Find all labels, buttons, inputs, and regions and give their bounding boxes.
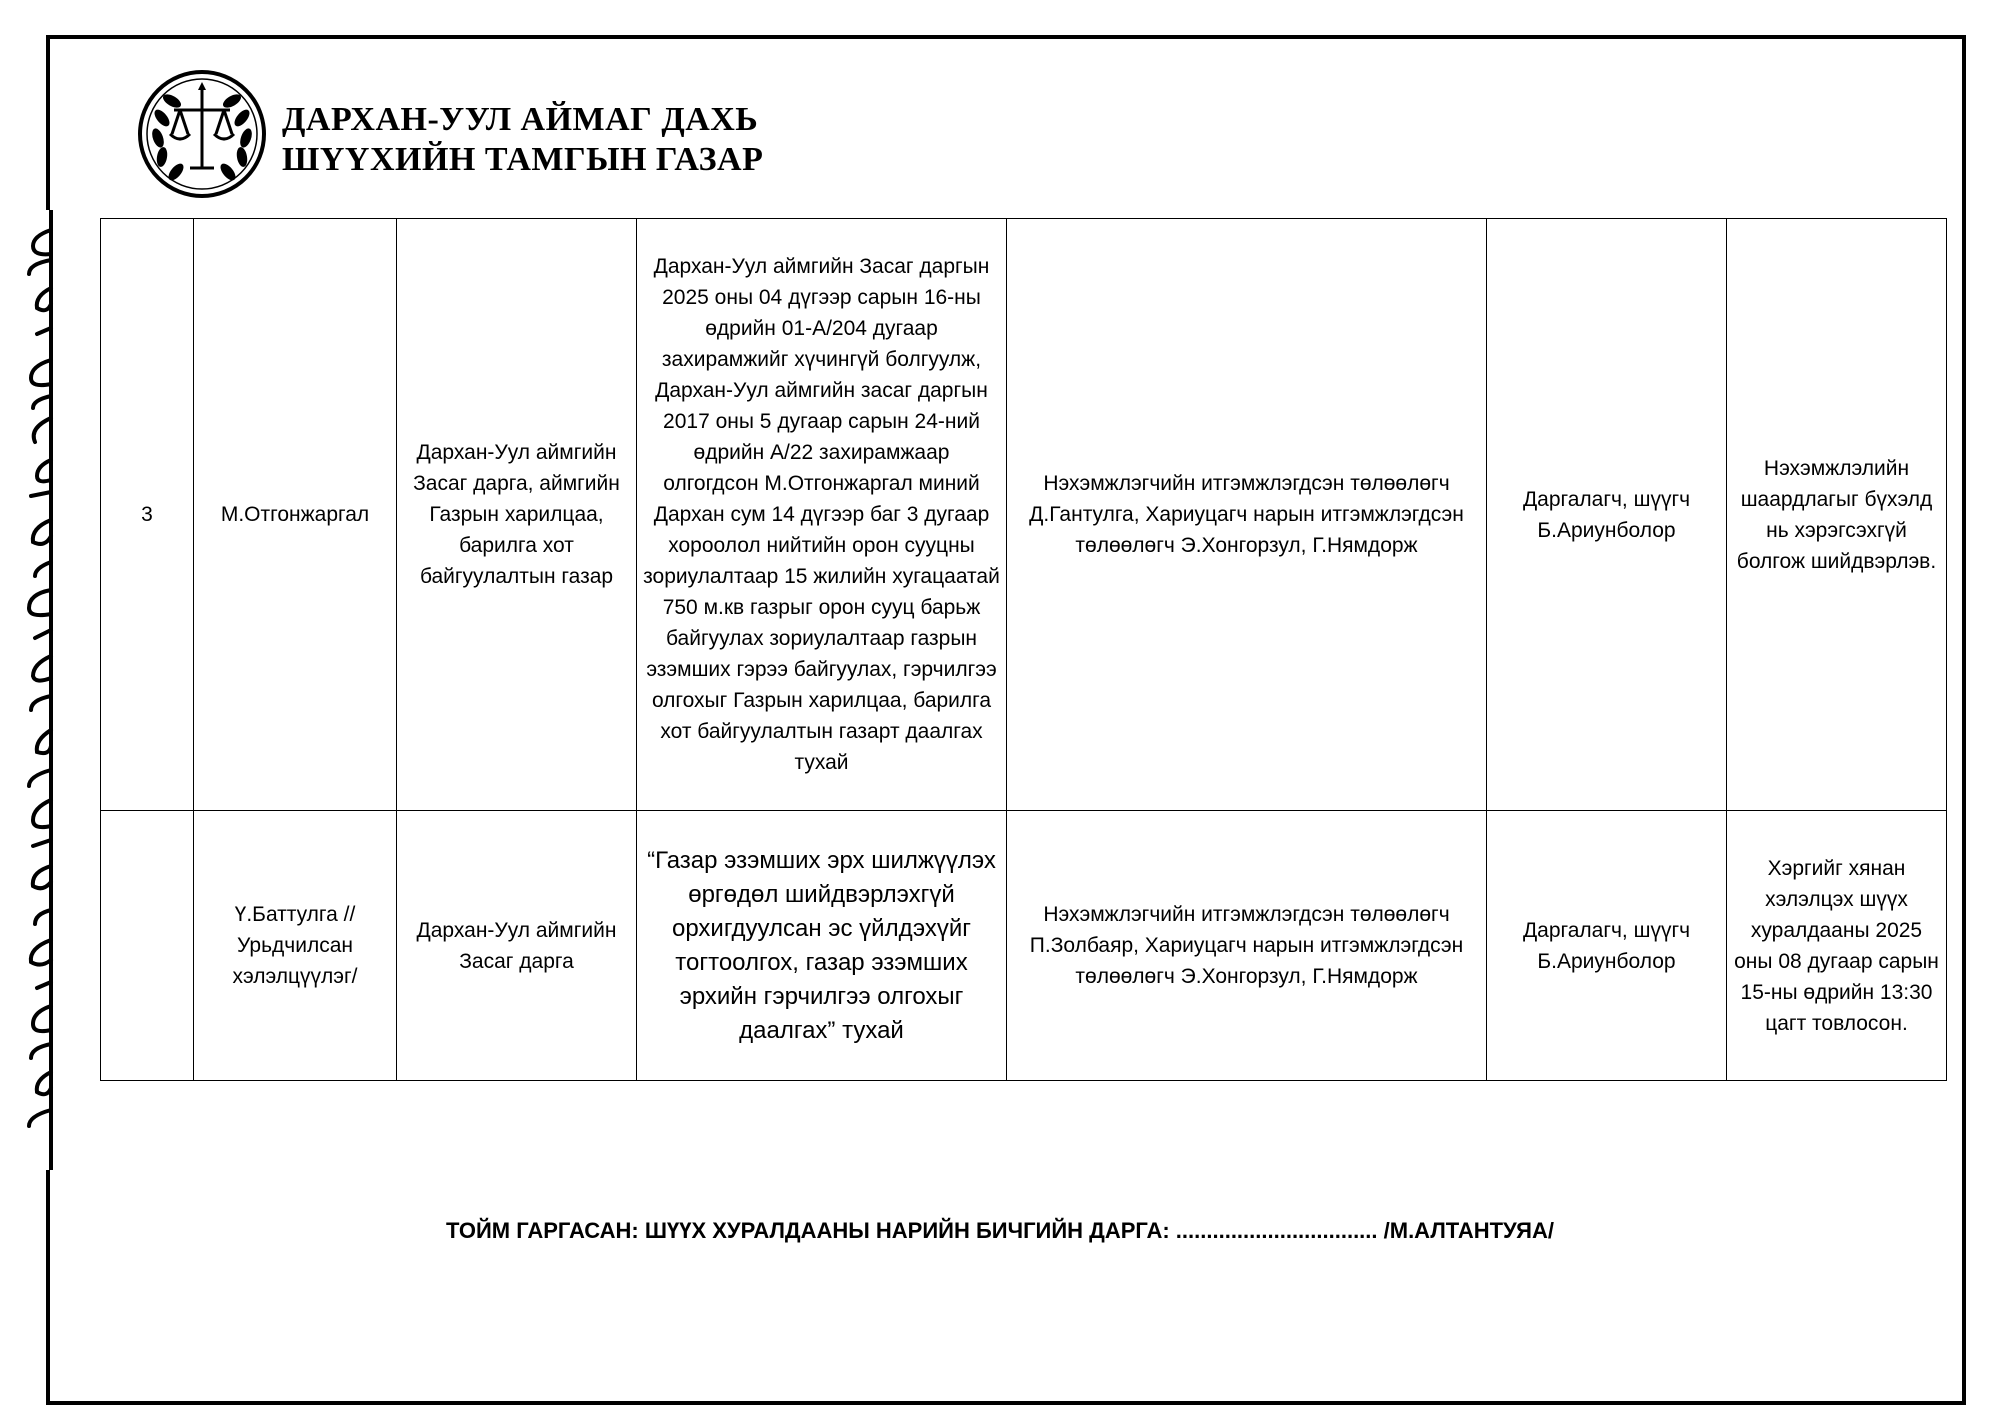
- defendant-cell: Дархан-Уул аймгийн Засаг дарга: [397, 811, 637, 1081]
- result-cell: Хэргийг хянан хэлэлцэх шүүх хуралдааны 2025 оны 08 дугаар сарын 15-ны өдрийн 13:30 цагт товлосон.: [1727, 811, 1947, 1081]
- defendant-cell: Дархан-Уул аймгийн Засаг дарга, аймгийн Газрын харилцаа, барилга хот байгуулалтын газар: [397, 219, 637, 811]
- heading-line-2: ШҮҮХИЙН ТАМГЫН ГАЗАР: [282, 141, 764, 178]
- result-cell: Нэхэмжлэлийн шаардлагыг бүхэлд нь хэрэгсэхгүй болгож шийдвэрлэв.: [1727, 219, 1947, 811]
- judge-cell: Даргалагч, шүүгч Б.Ариунболор: [1487, 811, 1727, 1081]
- claim-cell: Дархан-Уул аймгийн Засаг даргын 2025 оны 04 дүгээр сарын 16-ны өдрийн 01-А/204 дугаар захирамжийг хүчингүй болгуулж, Дархан-Уул аймгийн засаг даргын 2017 оны 5 дугаар сарын 24-ний өдрийн А/22 захирамжаар олгогдсон М.Отгонжаргал миний Дархан сум 14 дүгээр баг 3 дугаар хороолол нийтийн орон сууцны зориулалтаар 15 жилийн хугацаатай 750 м.кв газрыг орон сууц барьж байгуулах зориулалтаар газрын эзэмших гэрээ байгуулах, гэрчилгээ олгохыг Газрын харилцаа, барилга хот байгуулалтын газарт даалгах тухай: [637, 219, 1007, 811]
- judge-cell: Даргалагч, шүүгч Б.Ариунболор: [1487, 219, 1727, 811]
- court-emblem-icon: [136, 68, 268, 200]
- representatives-cell: Нэхэмжлэгчийн итгэмжлэгдсэн төлөөлөгч П.Золбаяр, Хариуцагч нарын итгэмжлэгдсэн төлөөлөгч Э.Хонгорзул, Г.Нямдорж: [1007, 811, 1487, 1081]
- court-office-heading: [282, 100, 763, 180]
- table-row: [101, 219, 1947, 811]
- claim-cell: “Газар эзэмших эрх шилжүүлэх өргөдөл шийдвэрлэхгүй орхигдуулсан эс үйлдэхүйг тогтоолгох, газар эзэмших эрхийн гэрчилгээ олгохыг даалгах” тухай: [637, 811, 1007, 1081]
- case-number-cell: 3: [101, 219, 194, 811]
- summary-signature-line: ТОЙМ ГАРГАСАН: ШҮҮХ ХУРАЛДААНЫ НАРИЙН БИЧГИЙН ДАРГА: ................................. /М.АЛТАНТУЯА/: [445, 1218, 1554, 1243]
- representatives-cell: Нэхэмжлэгчийн итгэмжлэгдсэн төлөөлөгч Д.Гантулга, Хариуцагч нарын итгэмжлэгдсэн төлөөлөгч Э.Хонгорзул, Г.Нямдорж: [1007, 219, 1487, 811]
- vertical-mongolian-script-icon: [16, 210, 86, 1170]
- table-row: [101, 811, 1947, 1081]
- case-number-cell: [101, 811, 194, 1081]
- court-cases-table: [100, 218, 1947, 1081]
- plaintiff-cell: Ү.Баттулга //Урьдчилсан хэлэлцүүлэг/: [194, 811, 397, 1081]
- plaintiff-cell: М.Отгонжаргал: [194, 219, 397, 811]
- heading-line-1: ДАРХАН-УУЛ АЙМАГ ДАХЬ: [282, 101, 759, 138]
